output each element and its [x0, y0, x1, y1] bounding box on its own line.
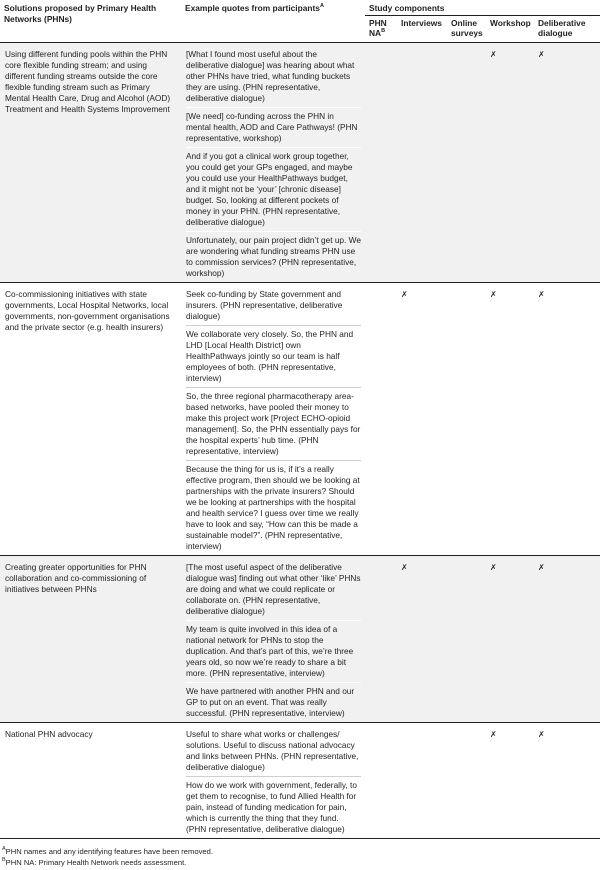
- footnote-b-text: PHN NA: Primary Health Network needs assessment.: [5, 858, 187, 867]
- table-row: [0, 722, 600, 838]
- quotes-cell: [181, 42, 365, 282]
- mark-phn-na: [365, 555, 397, 722]
- header-study-components: Study components: [365, 0, 600, 15]
- footnote-a-text: PHN names and any identifying features have been removed.: [5, 847, 213, 856]
- header-phn-na-footnote-marker: B: [381, 28, 386, 34]
- participant-quote: We collaborate very closely. So, the PHN and LHD [Local Health District] own HealthPathways jointly so our team is half employees of both. (PHN representative, interview): [186, 329, 361, 388]
- mark-online-surveys: [447, 722, 486, 838]
- quotes-cell: [181, 722, 365, 838]
- mark-online-surveys: [447, 282, 486, 555]
- mark-deliberative-dialogue: ✗: [534, 282, 600, 555]
- solution-cell: Creating greater opportunities for PHN collaboration and co-commissioning of initiatives between PHNs: [0, 555, 181, 722]
- mark-interviews: ✗: [397, 282, 447, 555]
- header-workshop: Workshop: [490, 17, 531, 28]
- participant-quote: [The most useful aspect of the deliberative dialogue was] finding out what other ‘like’ PHNs are doing and what we could replicate or collaborate on. (PHN representative, deliberative dialogue): [186, 562, 361, 621]
- participant-quote: We have partnered with another PHN and our GP to put on an event. That was really successful. (PHN representative, interview): [186, 685, 355, 718]
- header-quotes: Example quotes from participants$^A$: [185, 3, 324, 13]
- participant-quote: And if you got a clinical work group together, you could get your GPs engaged, and maybe you could use your HealthPathways budget, and it might not be ‘your’ [chronic disease] budget. So, looking at different pockets of money in your PHN. (PHN representative, deliberative dialogue): [186, 151, 361, 232]
- mark-workshop: ✗: [486, 555, 534, 722]
- quotes-cell: [181, 555, 365, 722]
- table-row: [0, 555, 600, 722]
- header-solutions: Solutions proposed by Primary Health Networks (PHNs): [4, 3, 157, 24]
- mark-interviews: ✗: [397, 555, 447, 722]
- footnote-a: [2, 847, 213, 857]
- mark-deliberative-dialogue: ✗: [534, 555, 600, 722]
- solution-cell: National PHN advocacy: [0, 722, 181, 838]
- solution-cell: Using different funding pools within the PHN core flexible funding stream; and using different funding streams outside the core flexible funding stream such as Primary Mental Health Care, Drug and Alcohol (AOD) Treatment and Health Systems Improvement: [0, 42, 181, 282]
- participant-quote: My team is quite involved in this idea of a national network for PHNs to stop the duplication. And that’s part of this, we’re three years old, so now we’re ready to share a bit more. (PHN representative, interview): [186, 624, 361, 683]
- table-row: [0, 42, 600, 282]
- table-row: [0, 282, 600, 555]
- quotes-cell: [181, 282, 365, 555]
- mark-phn-na: [365, 42, 397, 282]
- solution-cell: Co-commissioning initiatives with state governments, Local Hospital Networks, local governments, non-government organisations and the private sector (e.g. health insurers): [0, 282, 181, 555]
- participant-quote: Unfortunately, our pain project didn’t get up. We are wondering what funding streams PHN use to commission services? (PHN representative, workshop): [186, 234, 361, 278]
- mark-workshop: ✗: [486, 42, 534, 282]
- participant-quote: [We need] co-funding across the PHN in mental health, AOD and Care Pathways! (PHN representative, workshop): [186, 111, 361, 148]
- mark-interviews: [397, 42, 447, 282]
- mark-workshop: ✗: [486, 282, 534, 555]
- footnote-b-marker: B: [2, 857, 6, 863]
- mark-interviews: [397, 722, 447, 838]
- footnote-a-marker: A: [2, 846, 6, 852]
- mark-deliberative-dialogue: ✗: [534, 722, 600, 838]
- footnote-b: [2, 858, 186, 868]
- participant-quote: So, the three regional pharmacotherapy area-based networks, have pooled their money to make this project work [Project ECHO-opioid management]. So, the PHN essentially pays for the hospital experts’ hub time. (PHN representative, interview): [186, 391, 361, 461]
- mark-online-surveys: [447, 42, 486, 282]
- mark-online-surveys: [447, 555, 486, 722]
- participant-quote: Useful to share what works or challenges/ solutions. Useful to discuss national advocacy and links between PHNs. (PHN representative, deliberative dialogue): [186, 729, 361, 777]
- participant-quote: Because the thing for us is, if it’s a really effective program, then should we be looking at partnerships with the private insurers? Should we be looking at partnerships with the hospital and health service? I guess over time we really have to look and say, “How can this be made a sustainable model?”. (PHN representative, interview): [186, 463, 360, 551]
- header-phn-na: PHN $NA^B$: [369, 17, 387, 38]
- header-interviews: Interviews: [401, 17, 442, 28]
- header-deliberative-dialogue: Deliberative dialogue: [538, 17, 586, 38]
- participant-quote: Seek co-funding by State government and insurers. (PHN representative, deliberative dialogue): [186, 289, 361, 326]
- participant-quote: [What I found most useful about the deliberative dialogue] was hearing about what other PHNs have tried, what funding buckets they are using. (PHN representative, deliberative dialogue): [186, 49, 361, 108]
- header-online-surveys: Online surveys: [451, 17, 483, 38]
- mark-deliberative-dialogue: ✗: [534, 42, 600, 282]
- table-header: [0, 0, 600, 42]
- table-body: [0, 42, 600, 838]
- mark-phn-na: [365, 722, 397, 838]
- mark-phn-na: [365, 282, 397, 555]
- header-quotes-footnote-marker: A: [319, 3, 324, 9]
- mark-workshop: ✗: [486, 722, 534, 838]
- participant-quote: How do we work with government, federally, to get them to recognise, to fund Allied Health for pain, instead of funding medication for pain, which is currently the thing that they fund. (PHN representative, deliberative dialogue): [186, 779, 357, 834]
